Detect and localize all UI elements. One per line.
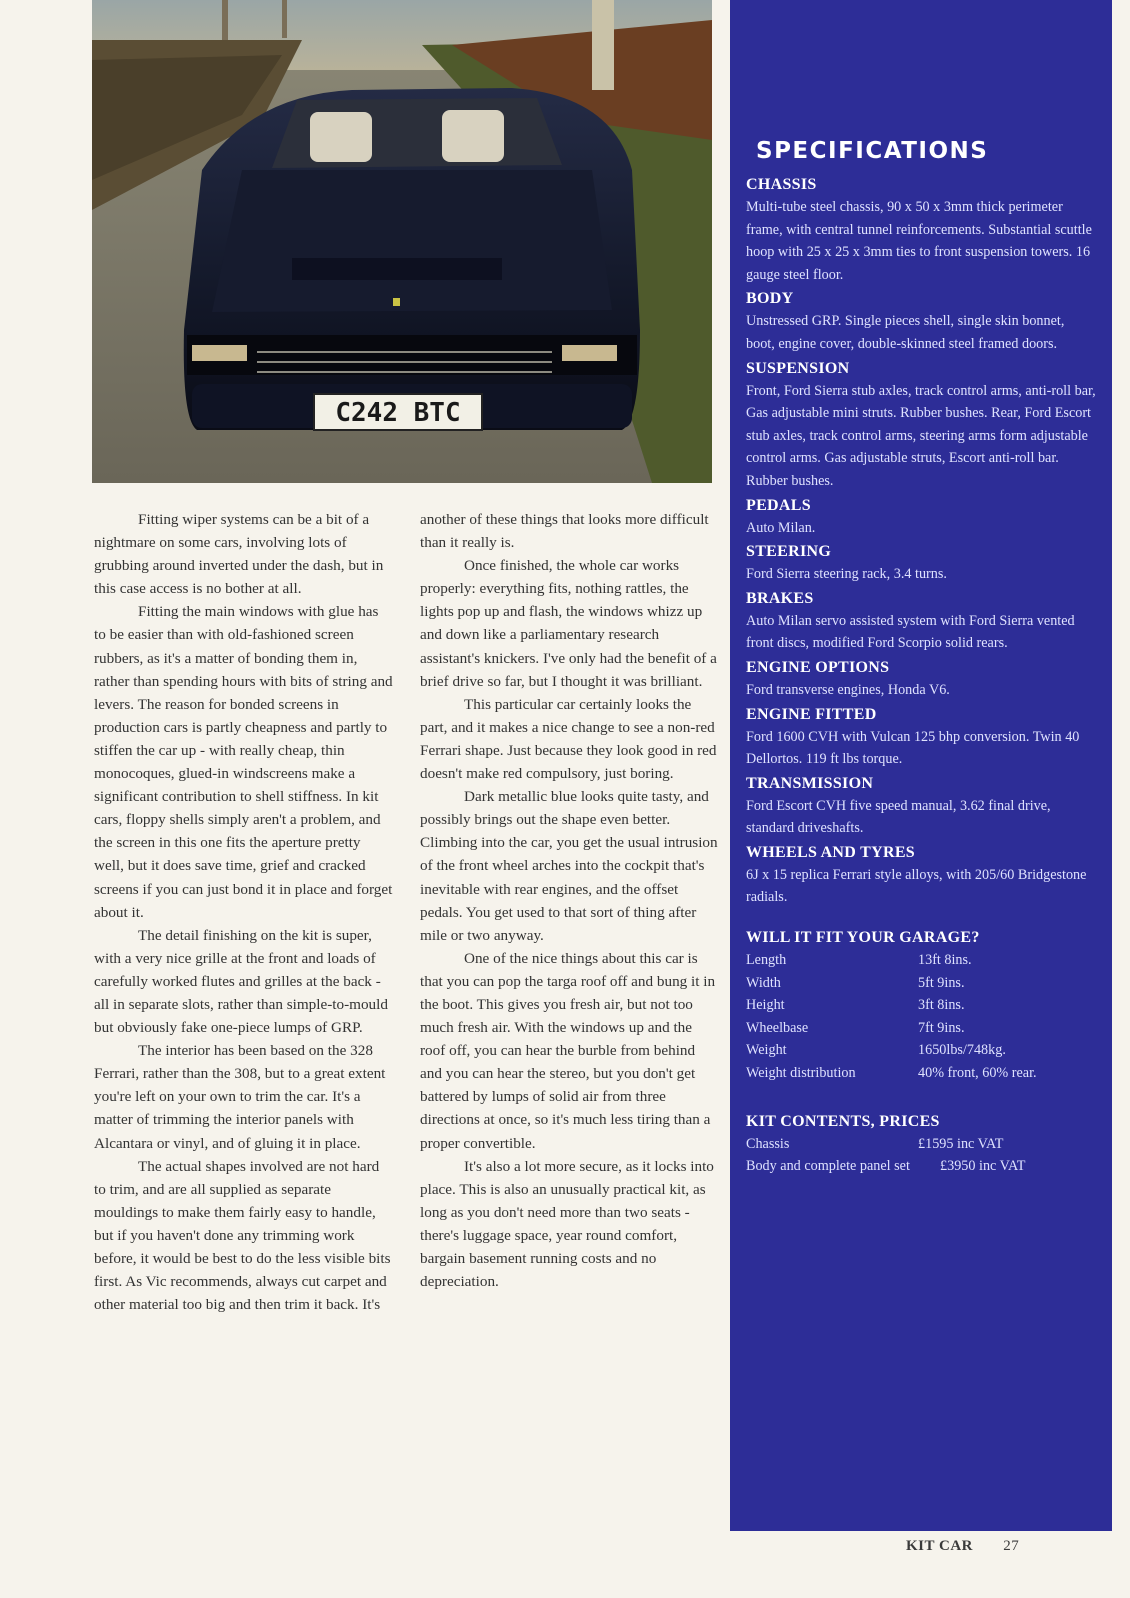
paragraph: Dark metallic blue looks quite tasty, and possibly brings out the shape even better. Climbing into the car, you get the usual intrusion of the front wheel arches into the cockpit that's inevitable with rear engines, and the offset pedals. You get used to that sort of thing after mile or two anyway. [420, 788, 718, 944]
spec-text: Multi-tube steel chassis, 90 x 50 x 3mm thick perimeter frame, with central tunnel reinforcements. Substantial scuttle hoop with 25 x 25 x 3mm ties to front suspension towers. 16 gauge steel floor. [746, 199, 1092, 283]
paragraph: The detail finishing on the kit is super, with a very nice grille at the front and loads of carefully worked flutes and grilles at the back - all in separate slots, rather than simple-to-mould but obviously fake one-piece lumps of GRP. [94, 926, 388, 1037]
dimension-value: 5ft 9ins. [918, 974, 965, 991]
table-row [746, 1062, 1038, 1085]
table-row [746, 972, 1038, 995]
paragraph: Fitting the main windows with glue has to be easier than with old-fashioned screen rubbers, as it's a matter of bonding them in, rather than spending hours with bits of string and levers. The reason for bonded screens in production cars is partly cheapness and partly to stiffen the car up - with really cheap, thin monocoques, glued-in windscreens make a significant contribution to shell stiffness. In kit cars, floppy shells simply aren't a problem, and the screen in this one fits the aperture pretty well, but it does save time, grief and cracked screens if you can just bond it in place and forget about it. [94, 603, 393, 921]
spec-text: Auto Milan servo assisted system with Ford Sierra vented front discs, modified Ford Scorpio solid rears. [746, 612, 1075, 652]
table-row [746, 949, 1038, 972]
garage-heading: WILL IT FIT YOUR GARAGE? [746, 929, 980, 947]
paragraph: One of the nice things about this car is that you can pop the targa roof off and bung it in the boot. This gives you fresh air, but not too much fresh air. With the windows up and the roof off, you can hear the burble from behind and you can hear the stereo, but you don't get battered by lumps of solid air from three directions at once, so it's much less tiring than a proper convertible. [420, 949, 716, 1152]
paragraph: It's also a lot more secure, as it locks into place. This is also an unusually practical kit, as long as you don't need more than two seats - there's luggage space, year round comfort, bargain basement running costs and no depreciation. [420, 1157, 714, 1291]
body-column-2 [420, 508, 720, 1293]
dimension-label: Weight distribution [746, 1065, 856, 1082]
specifications-title: SPECIFICATIONS [756, 138, 989, 164]
spec-heading: ENGINE FITTED [746, 705, 877, 723]
spec-section-chassis [746, 174, 1096, 286]
spec-section-wheels-tyres [746, 842, 1096, 909]
page-number: 27 [1003, 1538, 1020, 1554]
kit-heading: KIT CONTENTS, PRICES [746, 1112, 940, 1130]
dimension-label: Wheelbase [746, 1019, 809, 1036]
specifications-panel [730, 0, 1112, 1531]
spec-section-suspension [746, 358, 1096, 493]
spec-heading: ENGINE OPTIONS [746, 658, 890, 676]
kit-item-label: Body and complete panel set [746, 1158, 910, 1175]
spec-heading: WHEELS AND TYRES [746, 843, 916, 861]
paragraph: Fitting wiper systems can be a bit of a nightmare on some cars, involving lots of grubbing around inverted under the dash, but in this case access is no bother at all. [94, 511, 384, 598]
spec-text: Ford Sierra steering rack, 3.4 turns. [746, 566, 947, 583]
spec-heading: PEDALS [746, 496, 811, 514]
spec-section-engine-options [746, 657, 1096, 702]
spec-text: Ford Escort CVH five speed manual, 3.62 final drive, standard driveshafts. [746, 797, 1051, 837]
paragraph: Once finished, the whole car works properly: everything fits, nothing rattles, the lights pop up and flash, the windows whizz up and down like a parliamentary research assistant's knickers. I've only had the benefit of a brief drive so far, but I thought it was brilliant. [420, 557, 717, 690]
paragraph: The interior has been based on the 328 Ferrari, rather than the 308, but to a great extent you're left on your own to trim the car. It's a matter of trimming the interior panels with Alcantara or vinyl, and of gluing it in place. [94, 1042, 386, 1152]
magazine-name: KIT CAR [906, 1538, 973, 1554]
spec-text: Front, Ford Sierra stub axles, track control arms, anti-roll bar, Gas adjustable mini struts. Rubber bushes. Rear, Ford Escort stub axles, track control arms, steering arms form adjustable control arms. Gas adjustable struts, Escort anti-roll bar. Rubber bushes. [746, 382, 1096, 489]
body-column-1 [94, 508, 394, 1316]
garage-table [746, 949, 1038, 1085]
table-row [746, 1017, 1038, 1040]
dimension-value: 1650lbs/748kg. [918, 1042, 1006, 1059]
spec-heading: CHASSIS [746, 176, 817, 193]
dimension-label: Weight [746, 1042, 787, 1059]
dimension-value: 3ft 8ins. [918, 997, 965, 1014]
spec-heading: BRAKES [746, 589, 814, 607]
spec-text: Ford 1600 CVH with Vulcan 125 bhp conversion. Twin 40 Dellortos. 119 ft lbs torque. [746, 728, 1080, 768]
dimension-value: 13ft 8ins. [918, 952, 972, 969]
dimension-label: Length [746, 952, 787, 969]
spec-heading: SUSPENSION [746, 359, 850, 377]
table-row [746, 994, 1038, 1017]
paragraph: The actual shapes involved are not hard to trim, and are all supplied as separate mouldings to make them fairly easy to handle, but if you haven't done any trimming work before, it would be best to do the less visible bits first. As Vic recommends, always cut carpet and other material too big and then trim it back. It's [94, 1157, 391, 1314]
spec-text: Unstressed GRP. Single pieces shell, single skin bonnet, boot, engine cover, double-skinned steel framed doors. [746, 313, 1065, 352]
spec-heading: BODY [746, 290, 794, 308]
car-photo [92, 0, 712, 483]
car-photo-drawing [92, 0, 712, 483]
table-row [746, 1155, 1025, 1178]
paragraph: This particular car certainly looks the part, and it makes a nice change to see a non-red Ferrari shape. Just because they look good in red doesn't make red compulsory, just boring. [420, 695, 717, 783]
table-row [746, 1133, 1025, 1156]
spec-text: Ford transverse engines, Honda V6. [746, 681, 950, 698]
spec-section-steering [746, 541, 1096, 586]
dimension-value: 7ft 9ins. [918, 1019, 965, 1036]
spec-section-pedals [746, 495, 1096, 540]
spec-heading: TRANSMISSION [746, 774, 874, 792]
kit-item-label: Chassis [746, 1135, 790, 1152]
dimension-label: Width [746, 974, 781, 991]
paragraph: another of these things that looks more difficult than it really is. [420, 511, 709, 552]
spec-section-brakes [746, 588, 1096, 655]
dimension-label: Height [746, 997, 785, 1014]
spec-section-engine-fitted [746, 704, 1096, 771]
spec-section-transmission [746, 773, 1096, 840]
table-row [746, 1039, 1038, 1062]
page-footer [906, 1538, 1019, 1555]
spec-text: 6J x 15 replica Ferrari style alloys, with 205/60 Bridgestone radials. [746, 866, 1087, 906]
dimension-value: 40% front, 60% rear. [918, 1065, 1037, 1082]
kit-item-price: £1595 inc VAT [918, 1135, 1004, 1152]
spec-text: Auto Milan. [746, 519, 816, 536]
spec-heading: STEERING [746, 543, 832, 561]
kit-item-price: £3950 inc VAT [940, 1158, 1026, 1175]
kit-table [746, 1133, 1025, 1178]
number-plate: C242 BTC [335, 398, 461, 428]
spec-section-body [746, 288, 1096, 355]
